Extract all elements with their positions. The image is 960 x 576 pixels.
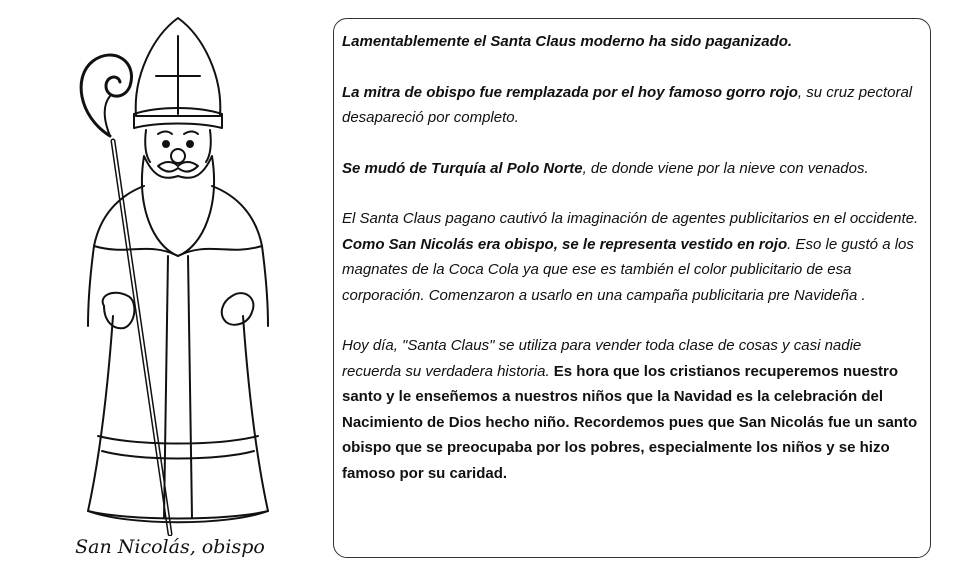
paragraph-5-text: Hoy día, "Santa Claus" se utiliza para vender toda clase de cosas y casi nadie recuerda su verdadera historia. — [342, 337, 862, 380]
paragraph-3 — [342, 156, 920, 182]
paragraph-5 — [342, 333, 920, 486]
text-box — [333, 18, 931, 558]
paragraph-4-text-a: El Santa Claus pagano cautivó la imaginación de agentes publicitarios en el occidente. — [342, 210, 919, 227]
saint-nicholas-illustration — [18, 6, 318, 536]
illustration-caption: San Nicolás, obispo — [75, 536, 265, 558]
paragraph-5-bold: Es hora que los cristianos recuperemos nuestro santo y le enseñemos a nuestros niños que la Navidad es la celebración del Nacimiento de Dios hecho niño. Recordemos pues que San Nicolás fue un santo obispo que se preocupaba por los pobres, especialmente los niños y se hizo famoso por su caridad. — [342, 362, 918, 482]
paragraph-4-text-b: . Eso le gustó a los magnates de la Coca Cola ya que ese es también el color publicitario de esa corporación. Comenzaron a usarlo en una campaña publicitaria pre Navideña . — [342, 235, 914, 304]
paragraph-3-bold: Se mudó de Turquía al Polo Norte — [342, 159, 583, 177]
paragraph-4-bold: Como San Nicolás era obispo, se le representa vestido en rojo — [342, 235, 788, 253]
paragraph-2 — [342, 80, 920, 131]
face-beard — [142, 130, 214, 256]
mitre — [134, 18, 222, 128]
paragraph-1-bold: Lamentablemente el Santa Claus moderno ha sido paganizado. — [342, 33, 793, 50]
paragraph-1 — [342, 29, 920, 55]
paragraph-2-bold: La mitra de obispo fue remplazada por el hoy famoso gorro rojo — [342, 83, 798, 101]
hands — [103, 293, 254, 329]
paragraph-3-text: , de donde viene por la nieve con venados. — [582, 159, 869, 177]
paragraph-4 — [342, 206, 920, 308]
paragraph-2-text: , su cruz pectoral desapareció por completo. — [342, 83, 913, 126]
robes — [88, 186, 268, 522]
